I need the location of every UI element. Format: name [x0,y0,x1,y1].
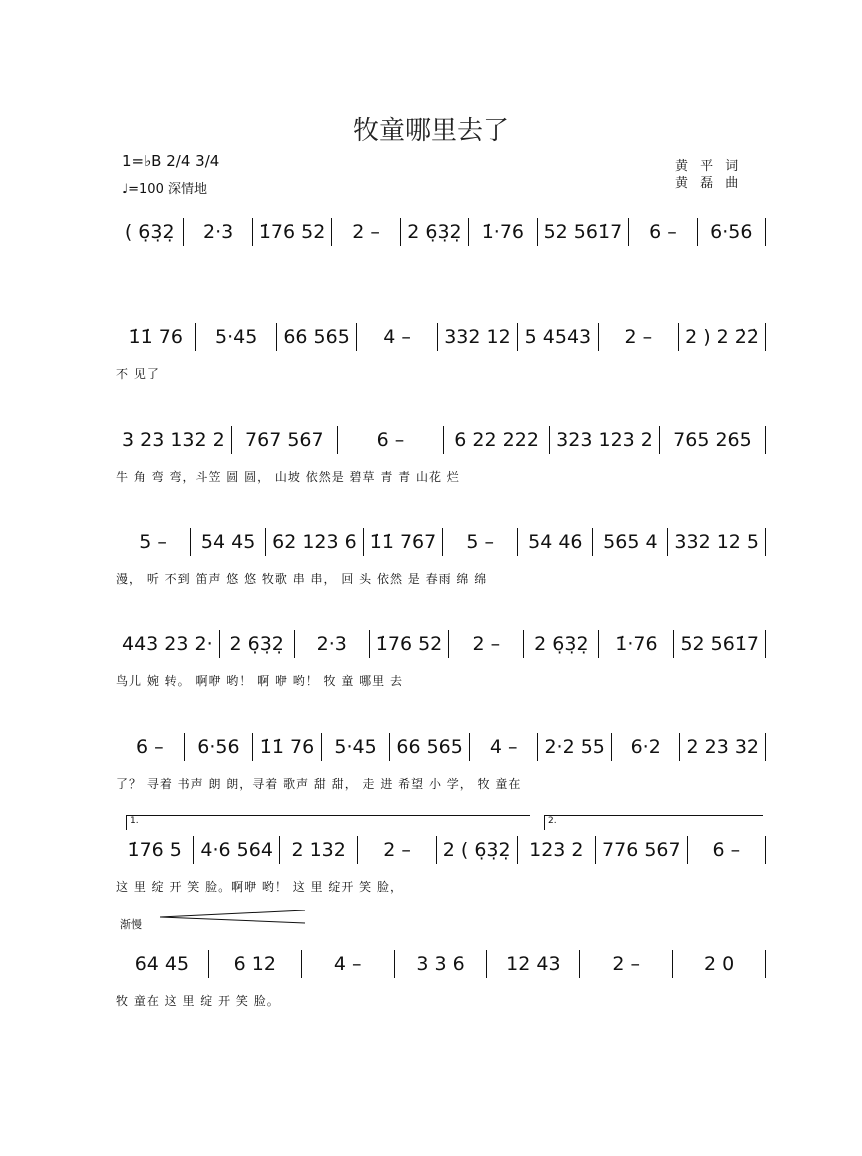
score-row [116,315,766,355]
measure: 6 – [629,218,697,246]
measure: 1̇1̇ 76 [253,733,322,761]
measure: 2 ) 2 2̇2̇ [679,323,766,351]
measure: ( 6̣3̣2̣ [116,218,184,246]
lyric-line: 牧 童在 这 里 绽 开 笑 脸。 [116,994,280,1008]
measure: 6 – [338,426,444,454]
measure: 4·6 564 [194,836,280,864]
lyricist: 黄 平 词 [675,159,743,174]
measure: 765 265 [660,426,766,454]
measure: 1̇76 5 [116,836,194,864]
measure: 2 ( 6̣3̣2̣ [437,836,518,864]
measure: 54 46 [518,528,593,556]
measure: 3 23 132 2 [116,426,232,454]
measure: 2 132 [280,836,358,864]
lyric-line: 了？ 寻着 书声 朗 朗，寻着 歌声 甜 甜， 走 进 希望 小 学， 牧 童在 [116,777,522,791]
measure: 767 567 [232,426,338,454]
key-signature: 1=♭B 2/4 3/4 [122,152,220,170]
measure: 6 22 222 [444,426,550,454]
measure: 1̇1̇ 767 [364,528,443,556]
score-row [116,725,766,765]
decrescendo-hairpin [160,910,310,924]
measure: 66 565 [277,323,357,351]
measure: 2·3 [295,630,370,658]
measure: 6 – [116,733,185,761]
score-row [116,942,766,982]
lyric-line: 这 里 绽 开 笑 脸。啊咿 哟！ 这 里 绽开 笑 脸， [116,880,403,894]
score-row [116,520,766,560]
measure: 565 4 [593,528,668,556]
tempo-marking: ♩=100 深情地 [122,182,207,197]
measure: 2 – [358,836,436,864]
score-row [116,418,766,458]
measure: 2 0 [673,950,766,978]
measure: 2 23 32 [680,733,766,761]
measure: 1̇1̇ 76 [116,323,196,351]
lyric-line: 不 见了 [116,367,160,381]
measure: 2 – [332,218,400,246]
measure: 6 12 [209,950,302,978]
score-row [116,828,766,868]
measure: 1̇·76 [469,218,537,246]
measure: 443 23 2· [116,630,220,658]
measure: 2·3 [184,218,252,246]
measure: 2·2 55 [538,733,611,761]
measure: 6·56 [185,733,254,761]
measure: 6·56 [698,218,766,246]
measure: 4 – [470,733,539,761]
measure: 6 – [688,836,766,864]
measure: 62 123 6 [266,528,364,556]
page-title: 牧童哪里去了 [352,116,509,146]
measure: 52 561̇7 [538,218,630,246]
volta-1: 1. [126,815,530,830]
measure: 52 561̇7 [674,630,766,658]
measure: 3 3 6 [395,950,488,978]
measure: 332 12 5 [668,528,766,556]
lyric-line: 漫， 听 不到 笛声 悠 悠 牧歌 串 串， 回 头 依然 是 春雨 绵 绵 [116,572,488,586]
measure: 64 45 [116,950,209,978]
measure: 2 – [449,630,524,658]
measure: 323 123 2 [550,426,660,454]
measure: 5·45 [196,323,276,351]
measure: 5·45 [322,733,391,761]
score-row [116,210,766,250]
measure: 2 – [599,323,679,351]
measure: 2 6̣3̣2̣ [524,630,599,658]
lyric-line: 鸟儿 婉 转。 啊咿 哟！ 啊 咿 哟！ 牧 童 哪里 去 [116,674,403,688]
measure: 1̇·76 [599,630,674,658]
composer: 黄 磊 曲 [675,176,743,191]
measure: 2 – [580,950,673,978]
measure: 5 4543 [518,323,598,351]
measure: 1̇76 52 [370,630,449,658]
measure: 5 – [443,528,518,556]
measure: 1̇76 52 [253,218,332,246]
measure: 12 43 [487,950,580,978]
measure: 2 6̣3̣2̣ [220,630,295,658]
volta-2: 2. [544,815,763,830]
measure: 332 12 [438,323,518,351]
measure: 123 2 [518,836,596,864]
measure: 54 45 [191,528,266,556]
measure: 66 565 [390,733,469,761]
lyric-line: 牛 角 弯 弯，斗笠 圆 圆， 山坡 依然是 碧草 青 青 山花 烂 [116,470,460,484]
measure: 6·2 [612,733,681,761]
measure: 776 567 [596,836,688,864]
score-row [116,622,766,662]
measure: 4 – [357,323,437,351]
dynamic-marking: 渐慢 [120,918,142,931]
measure: 2 6̣3̣2̣ [401,218,469,246]
measure: 5 – [116,528,191,556]
measure: 4 – [302,950,395,978]
